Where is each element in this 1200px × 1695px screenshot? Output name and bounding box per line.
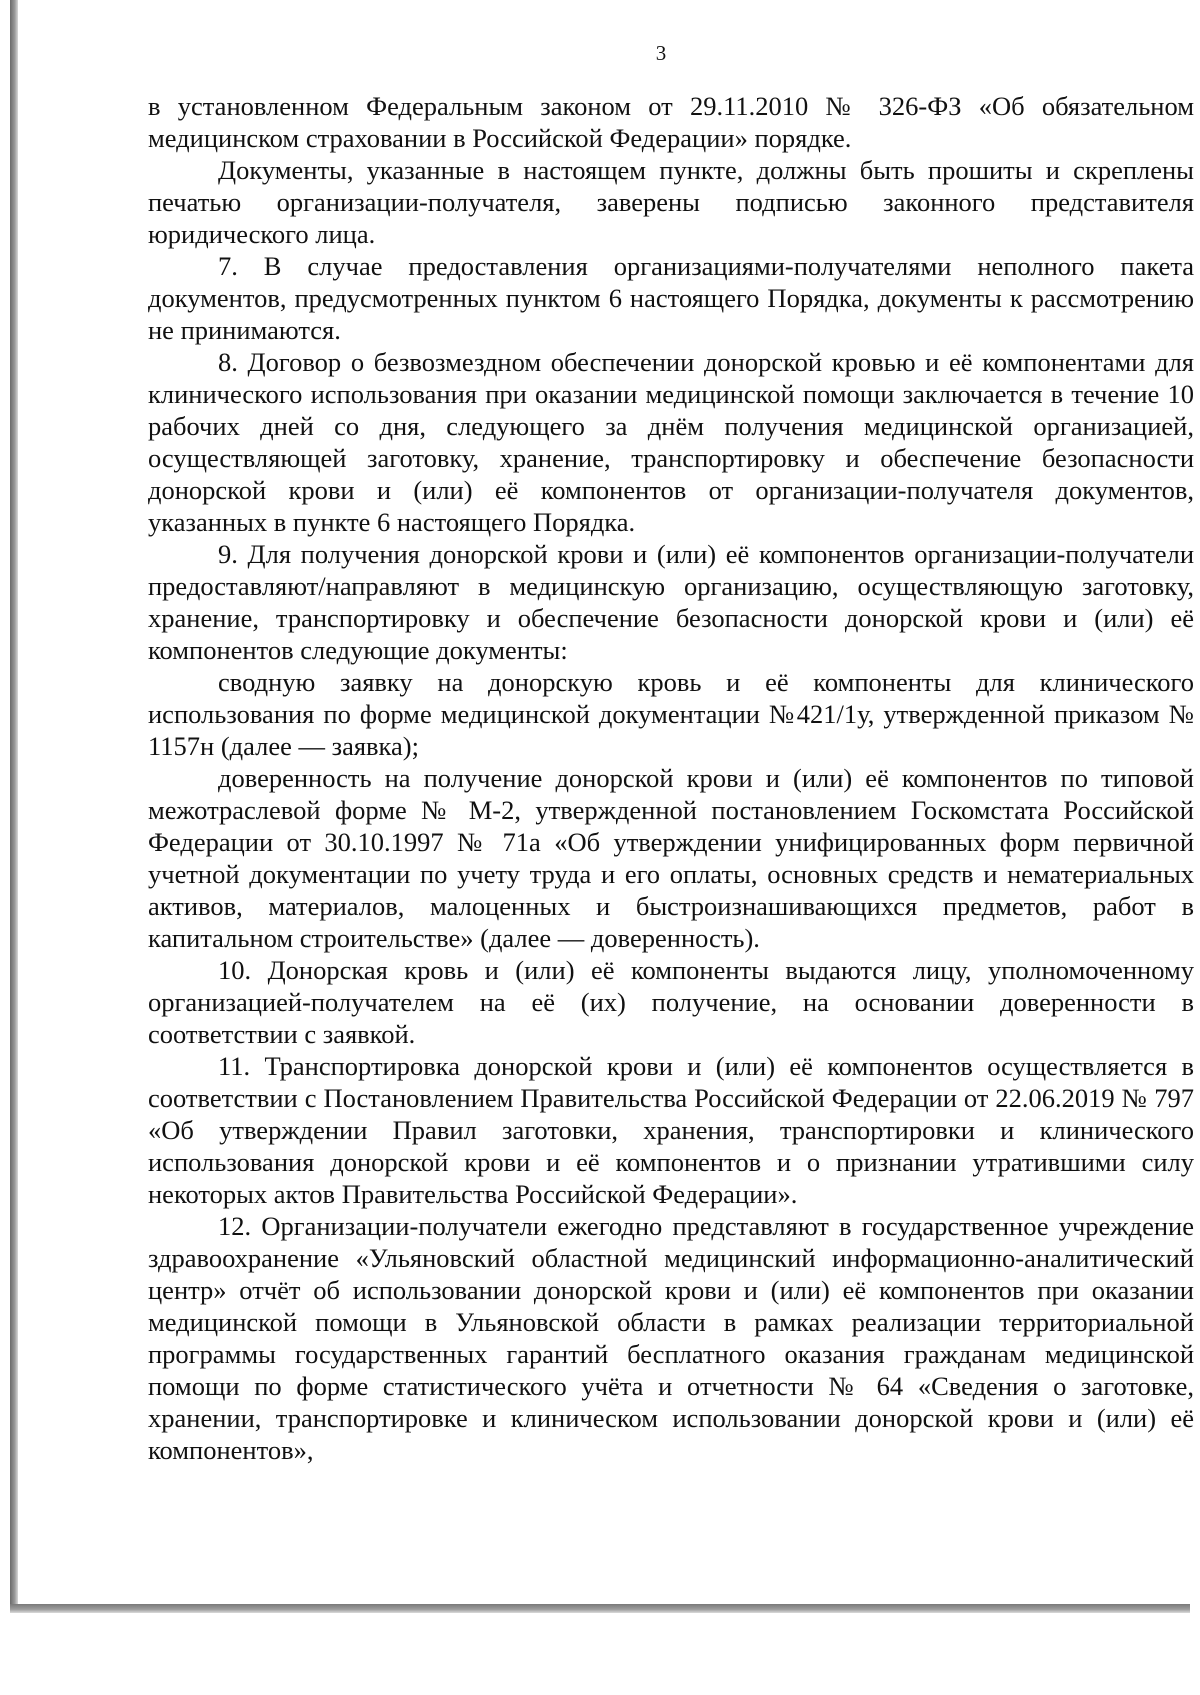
document-page [148, 40, 1194, 1466]
paragraph-continuation: в установленном Федеральным законом от 29.11.2010 № 326-ФЗ «Об обязательном медицинском страховании в Российской Федерации» порядке. [148, 91, 1194, 153]
paragraph-item-9-request: сводную заявку на донорскую кровь и её компоненты для клинического использования по форме медицинской документации №421/1у, утвержденной приказом № 1157н (далее — заявка); [148, 667, 1194, 761]
paragraph-documents-binding: Документы, указанные в настоящем пункте, должны быть прошиты и скреплены печатью организации-получателя, заверены подписью законного представителя юридического лица. [148, 155, 1194, 249]
paragraph-item-7: 7. В случае предоставления организациями-получателями неполного пакета документов, предусмотренных пунктом 6 настоящего Порядка, документы к рассмотрению не принимаются. [148, 251, 1194, 345]
paragraph-item-12: 12. Организации-получатели ежегодно представляют в государственное учреждение здравоохранение «Ульяновский областной медицинский информационно-аналитический центр» отчёт об использовании донорской крови и (или) её компонентов при оказании медицинской помощи в Ульяновской области в рамках реализации территориальной программы государственных гарантий бесплатного оказания гражданам медицинской помощи по форме статистического учёта и отчетности № 64 «Сведения о заготовке, хранении, транспортировке и клиническом использовании донорской крови и (или) её компонентов», [148, 1211, 1194, 1465]
paragraph-item-11: 11. Транспортировка донорской крови и (или) её компонентов осуществляется в соответствии с Постановлением Правительства Российской Федерации от 22.06.2019 № 797 «Об утверждении Правил заготовки, хранения, транспортировки и клинического использования донорской крови и её компонентов и о признании утратившими силу некоторых актов Правительства Российской Федерации». [148, 1051, 1194, 1209]
scan-edge-left [10, 0, 18, 1610]
paragraph-item-9: 9. Для получения донорской крови и (или) её компонентов организации-получатели предоставляют/направляют в медицинскую организацию, осуществляющую заготовку, хранение, транспортировку и обеспечение безопасности донорской крови и (или) её компонентов следующие документы: [148, 539, 1194, 665]
paragraph-item-10: 10. Донорская кровь и (или) её компоненты выдаются лицу, уполномоченному организацией-получателем на её (их) получение, на основании доверенности в соответствии с заявкой. [148, 955, 1194, 1049]
page-number: 3 [655, 41, 667, 65]
scan-edge-bottom [10, 1604, 1190, 1613]
paragraph-item-8: 8. Договор о безвозмездном обеспечении донорской кровью и её компонентами для клинического использования при оказании медицинской помощи заключается в течение 10 рабочих дней со дня, следующего за днём получения медицинской организацией, осуществляющей заготовку, хранение, транспортировку и обеспечение безопасности донорской крови и (или) её компонентов от организации-получателя документов, указанных в пункте 6 настоящего Порядка. [148, 347, 1194, 537]
paragraph-item-9-power-of-attorney: доверенность на получение донорской крови и (или) её компонентов по типовой межотраслевой форме № М-2, утвержденной постановлением Госкомстата Российской Федерации от 30.10.1997 № 71а «Об утверждении унифицированных форм первичной учетной документации по учету труда и его оплаты, основных средств и нематериальных активов, материалов, малоценных и быстроизнашивающихся предметов, работ в капитальном строительстве» (далее — доверенность). [148, 763, 1194, 953]
